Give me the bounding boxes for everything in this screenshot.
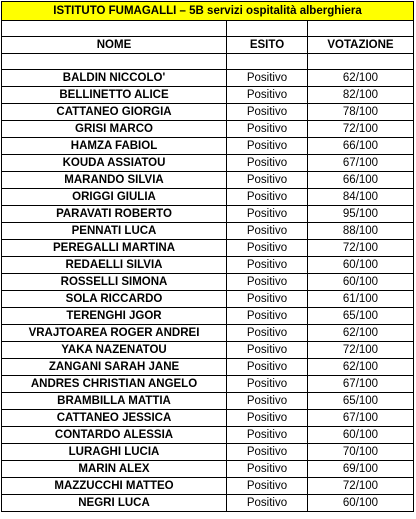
table-row <box>2 172 414 189</box>
table-row <box>2 223 414 240</box>
esito-cell: Positivo <box>227 155 308 172</box>
esito-cell: Positivo <box>227 104 308 121</box>
student-name-cell: SOLA RICCARDO <box>2 291 227 308</box>
esito-cell: Positivo <box>227 478 308 495</box>
table-row <box>2 104 414 121</box>
column-header-esito: ESITO <box>227 37 308 54</box>
student-name-cell: HAMZA FABIOL <box>2 138 227 155</box>
votazione-cell: 66/100 <box>308 138 414 155</box>
votazione-cell: 69/100 <box>308 461 414 478</box>
votazione-cell: 62/100 <box>308 359 414 376</box>
table-row <box>2 393 414 410</box>
esito-cell: Positivo <box>227 308 308 325</box>
esito-cell: Positivo <box>227 427 308 444</box>
blank-row <box>2 21 414 37</box>
student-name-cell: KOUDA ASSIATOU <box>2 155 227 172</box>
esito-cell: Positivo <box>227 376 308 393</box>
table-row <box>2 121 414 138</box>
votazione-cell: 60/100 <box>308 274 414 291</box>
table-row <box>2 87 414 104</box>
student-name-cell: BELLINETTO ALICE <box>2 87 227 104</box>
votazione-cell: 67/100 <box>308 410 414 427</box>
column-header-votazione: VOTAZIONE <box>308 37 414 54</box>
votazione-cell: 95/100 <box>308 206 414 223</box>
student-name-cell: YAKA NAZENATOU <box>2 342 227 359</box>
esito-cell: Positivo <box>227 342 308 359</box>
student-name-cell: BRAMBILLA MATTIA <box>2 393 227 410</box>
esito-cell: Positivo <box>227 138 308 155</box>
esito-cell: Positivo <box>227 223 308 240</box>
esito-cell: Positivo <box>227 240 308 257</box>
student-name-cell: ZANGANI SARAH JANE <box>2 359 227 376</box>
votazione-cell: 62/100 <box>308 70 414 87</box>
table-row <box>2 427 414 444</box>
votazione-cell: 61/100 <box>308 291 414 308</box>
blank-cell <box>2 54 227 70</box>
esito-cell: Positivo <box>227 410 308 427</box>
student-name-cell: MAZZUCCHI MATTEO <box>2 478 227 495</box>
esito-cell: Positivo <box>227 444 308 461</box>
votazione-cell: 84/100 <box>308 189 414 206</box>
student-name-cell: LURAGHI LUCIA <box>2 444 227 461</box>
table-row <box>2 495 414 512</box>
votazione-cell: 62/100 <box>308 325 414 342</box>
sheet-title: ISTITUTO FUMAGALLI – 5B servizi ospitalità alberghiera <box>2 2 414 21</box>
esito-cell: Positivo <box>227 274 308 291</box>
blank-cell <box>2 21 227 37</box>
blank-row <box>2 54 414 70</box>
student-name-cell: MARANDO SILVIA <box>2 172 227 189</box>
esito-cell: Positivo <box>227 393 308 410</box>
student-name-cell: ANDRES CHRISTIAN ANGELO <box>2 376 227 393</box>
table-row <box>2 189 414 206</box>
table-row <box>2 206 414 223</box>
table-row <box>2 359 414 376</box>
table-row <box>2 257 414 274</box>
esito-cell: Positivo <box>227 257 308 274</box>
student-name-cell: GRISI MARCO <box>2 121 227 138</box>
votazione-cell: 67/100 <box>308 155 414 172</box>
header-row <box>2 37 414 54</box>
votazione-cell: 60/100 <box>308 495 414 512</box>
title-row <box>2 2 414 21</box>
esito-cell: Positivo <box>227 172 308 189</box>
student-name-cell: CATTANEO JESSICA <box>2 410 227 427</box>
blank-cell <box>227 21 308 37</box>
votazione-cell: 65/100 <box>308 393 414 410</box>
results-table <box>1 1 414 512</box>
votazione-cell: 88/100 <box>308 223 414 240</box>
votazione-cell: 78/100 <box>308 104 414 121</box>
table-row <box>2 240 414 257</box>
table-row <box>2 155 414 172</box>
votazione-cell: 70/100 <box>308 444 414 461</box>
results-table-body <box>2 2 414 512</box>
votazione-cell: 72/100 <box>308 240 414 257</box>
table-row <box>2 70 414 87</box>
table-row <box>2 478 414 495</box>
esito-cell: Positivo <box>227 291 308 308</box>
esito-cell: Positivo <box>227 121 308 138</box>
votazione-cell: 66/100 <box>308 172 414 189</box>
student-name-cell: BALDIN NICCOLO' <box>2 70 227 87</box>
student-name-cell: REDAELLI SILVIA <box>2 257 227 274</box>
votazione-cell: 60/100 <box>308 257 414 274</box>
column-header-nome: NOME <box>2 37 227 54</box>
table-row <box>2 138 414 155</box>
student-name-cell: PEREGALLI MARTINA <box>2 240 227 257</box>
table-row <box>2 291 414 308</box>
esito-cell: Positivo <box>227 70 308 87</box>
student-name-cell: ORIGGI GIULIA <box>2 189 227 206</box>
table-row <box>2 376 414 393</box>
votazione-cell: 82/100 <box>308 87 414 104</box>
student-name-cell: VRAJTOAREA ROGER ANDREI <box>2 325 227 342</box>
esito-cell: Positivo <box>227 87 308 104</box>
votazione-cell: 72/100 <box>308 342 414 359</box>
esito-cell: Positivo <box>227 189 308 206</box>
votazione-cell: 67/100 <box>308 376 414 393</box>
student-name-cell: NEGRI LUCA <box>2 495 227 512</box>
table-row <box>2 410 414 427</box>
student-name-cell: PENNATI LUCA <box>2 223 227 240</box>
table-row <box>2 444 414 461</box>
esito-cell: Positivo <box>227 461 308 478</box>
student-name-cell: ROSSELLI SIMONA <box>2 274 227 291</box>
esito-cell: Positivo <box>227 495 308 512</box>
blank-cell <box>308 21 414 37</box>
votazione-cell: 60/100 <box>308 427 414 444</box>
table-row <box>2 274 414 291</box>
esito-cell: Positivo <box>227 206 308 223</box>
student-name-cell: TERENGHI JGOR <box>2 308 227 325</box>
student-name-cell: CATTANEO GIORGIA <box>2 104 227 121</box>
blank-cell <box>308 54 414 70</box>
votazione-cell: 65/100 <box>308 308 414 325</box>
table-row <box>2 461 414 478</box>
table-row <box>2 342 414 359</box>
votazione-cell: 72/100 <box>308 478 414 495</box>
student-name-cell: PARAVATI ROBERTO <box>2 206 227 223</box>
esito-cell: Positivo <box>227 325 308 342</box>
votazione-cell: 72/100 <box>308 121 414 138</box>
blank-cell <box>227 54 308 70</box>
esito-cell: Positivo <box>227 359 308 376</box>
student-name-cell: CONTARDO ALESSIA <box>2 427 227 444</box>
student-name-cell: MARIN ALEX <box>2 461 227 478</box>
table-row <box>2 308 414 325</box>
table-row <box>2 325 414 342</box>
